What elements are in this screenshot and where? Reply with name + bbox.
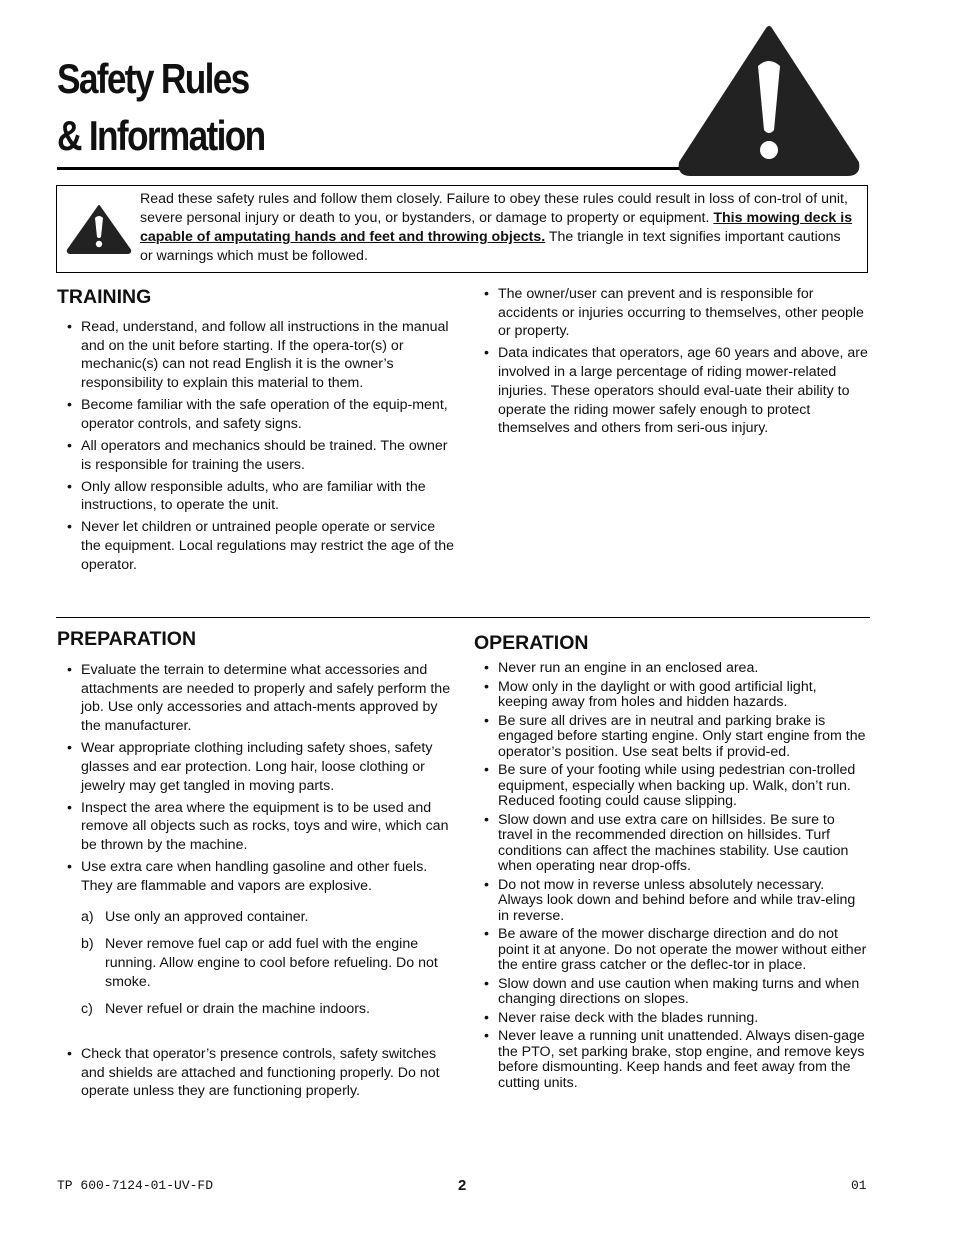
training-heading: TRAINING bbox=[57, 286, 152, 308]
list-item: • Become familiar with the safe operation of the equip-ment, operator controls, and safety signs. bbox=[57, 396, 457, 433]
list-item: • Inspect the area where the equipment is to be used and remove all objects such as rocks, toys and wire, which can be thrown by the machine. bbox=[57, 799, 457, 855]
section-divider bbox=[56, 617, 870, 618]
page-number: 2 bbox=[458, 1177, 467, 1194]
title-underline bbox=[57, 167, 683, 170]
title-line-1: Safety Rules bbox=[57, 55, 249, 102]
fuel-sub-list bbox=[57, 908, 455, 1027]
sub-list-item bbox=[57, 908, 455, 927]
notice-intro: Read these safety rules and follow them closely. Failure to obey these rules could result in loss of con-trol of unit, severe personal injury or death to you, or bystanders, or damage to property or equipment. bbox=[140, 191, 848, 226]
list-item: • Be sure of your footing while using pedestrian con-trolled equipment, especially when backing up. Walk, don’t run. Reduced footing could cause slipping. bbox=[474, 763, 870, 810]
notice-bold-warning: This mowing deck is capable of amputating hands and feet and throwing objects. bbox=[140, 210, 853, 245]
list-item: • Never run an engine in an enclosed area. bbox=[474, 661, 870, 677]
document-code: TP 600-7124-01-UV-FD bbox=[57, 1178, 214, 1193]
sub-item-marker: a) bbox=[81, 909, 94, 925]
list-item: • Slow down and use caution when making turns and when changing directions on slopes. bbox=[474, 977, 870, 1008]
list-item: • Wear appropriate clothing including safety shoes, safety glasses and ear protection. Long hair, loose clothing or jewelry may get tangled in moving parts. bbox=[57, 739, 457, 795]
sub-list-item bbox=[57, 935, 455, 992]
list-item: • All operators and mechanics should be trained. The owner is responsible for training the users. bbox=[57, 437, 457, 474]
revision-code: 01 bbox=[851, 1178, 867, 1193]
list-item: • Never let children or untrained people operate or service the equipment. Local regulations may restrict the age of the operator. bbox=[57, 518, 457, 574]
list-item: • Never raise deck with the blades running. bbox=[474, 1011, 870, 1027]
list-item: • Be sure all drives are in neutral and parking brake is engaged before starting engine. Only start engine from the operator’s position. Use seat belts if provid-ed. bbox=[474, 714, 870, 761]
list-item: • Be aware of the mower discharge direction and do not point it at anyone. Do not operate the mower without either the entire grass catcher or the deflec-tor in place. bbox=[474, 927, 870, 974]
list-item: • Do not mow in reverse unless absolutely necessary. Always look down and behind before and while trav-eling in reverse. bbox=[474, 878, 870, 925]
operation-list bbox=[474, 661, 870, 1094]
list-item: • Data indicates that operators, age 60 years and above, are involved in a large percentage of riding mower-related injuries. These operators should eval-uate their ability to operate the riding mower safely enough to protect themselves and others from seri-ous injury. bbox=[474, 344, 870, 438]
warning-triangle-icon bbox=[66, 204, 132, 254]
sub-item-text: Never refuel or drain the machine indoors. bbox=[105, 1001, 370, 1017]
sub-item-marker: b) bbox=[81, 936, 94, 952]
list-item: • Use extra care when handling gasoline and other fuels. They are flammable and vapors are explosive. bbox=[57, 858, 457, 895]
list-item: • Check that operator’s presence controls, safety switches and shields are attached and functioning properly. Do not operate unless they are functioning properly. bbox=[57, 1045, 457, 1101]
list-item: • The owner/user can prevent and is responsible for accidents or injuries occurring to themselves, other people or property. bbox=[474, 285, 870, 341]
sub-item-text: Use only an approved container. bbox=[105, 909, 309, 925]
preparation-heading: PREPARATION bbox=[57, 628, 197, 650]
safety-notice-box bbox=[56, 185, 868, 273]
warning-triangle-icon bbox=[678, 26, 860, 176]
training-list-continued bbox=[474, 285, 870, 441]
preparation-list bbox=[57, 661, 457, 899]
sub-item-marker: c) bbox=[81, 1001, 93, 1017]
page-title bbox=[57, 50, 264, 164]
list-item: • Mow only in the daylight or with good artificial light, keeping away from holes and hidden hazards. bbox=[474, 680, 870, 711]
list-item: • Never leave a running unit unattended. Always disen-gage the PTO, set parking brake, stop engine, and remove keys before dismounting. Keep hands and feet away from the cutting units. bbox=[474, 1029, 870, 1091]
sub-item-text: Never remove fuel cap or add fuel with the engine running. Allow engine to cool before refueling. Do not smoke. bbox=[105, 936, 438, 990]
notice-text bbox=[140, 190, 856, 266]
list-item: • Slow down and use extra care on hillsides. Be sure to travel in the recommended direction on hillsides. Turf conditions can affect the machines stability. Use caution when operating near drop-offs. bbox=[474, 813, 870, 875]
list-item: • Evaluate the terrain to determine what accessories and attachments are needed to properly and safely perform the job. Use only accessories and attach-ments approved by the manufacturer. bbox=[57, 661, 457, 736]
list-item: • Only allow responsible adults, who are familiar with the instructions, to operate the unit. bbox=[57, 478, 457, 515]
operation-heading: OPERATION bbox=[474, 632, 589, 654]
list-item: • Read, understand, and follow all instructions in the manual and on the unit before starting. If the opera-tor(s) or mechanic(s) can not read English it is the owner’s responsibility to explain this material to them. bbox=[57, 318, 457, 393]
title-line-2: & Information bbox=[57, 112, 265, 159]
training-list bbox=[57, 318, 457, 578]
sub-list-item bbox=[57, 1000, 455, 1019]
notice-outro: The triangle in text signifies important cautions or warnings which must be followed. bbox=[140, 229, 841, 264]
preparation-list-last bbox=[57, 1045, 457, 1104]
